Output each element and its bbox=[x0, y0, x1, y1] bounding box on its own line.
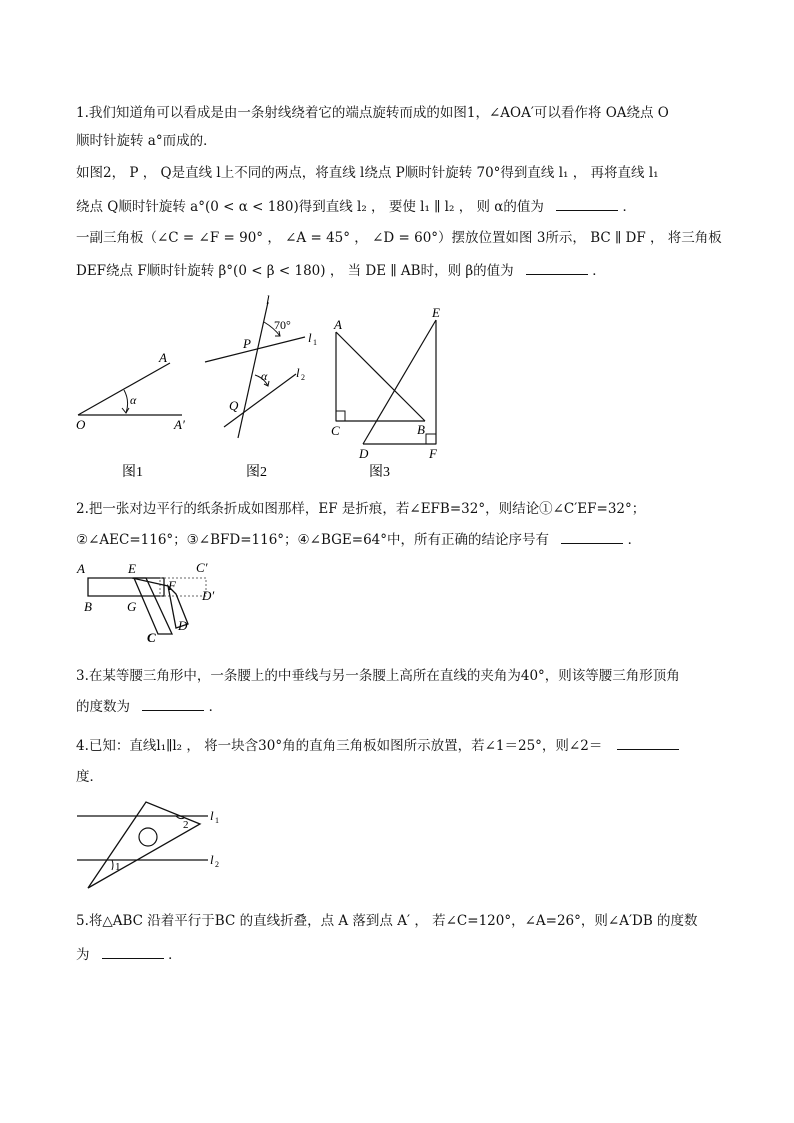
label-alpha2: α bbox=[261, 369, 268, 383]
label-alpha: α bbox=[130, 393, 137, 407]
label-a: A bbox=[159, 350, 167, 365]
label-b-q2: B bbox=[84, 599, 92, 614]
label-c-prime-q2: C′ bbox=[196, 560, 208, 575]
q5-line-2 bbox=[76, 944, 182, 965]
label-a-q2: A bbox=[77, 561, 85, 576]
q1-line-4-text: 绕点 Q顺时针旋转 a°(0 < α < 180)得到直线 l₂ ， 要使 l₁ ∥ l₂ ， 则 α的值为 bbox=[76, 199, 544, 215]
label-l2-q4: l bbox=[210, 852, 214, 867]
q4-line-1-text: 4.已知：直线l₁∥l₂ ， 将一块含30°角的直角三角板如图所示放置，若∠1＝25°，则∠2＝ bbox=[76, 738, 603, 754]
label-f3: F bbox=[429, 446, 437, 461]
q2-line-1: 2.把一张对边平行的纸条折成如图那样，EF 是折痕，若∠EFB=32°，则结论①∠C′EF=32°； bbox=[76, 501, 646, 517]
q5-line-2-end: ． bbox=[168, 947, 182, 963]
answer-blank-q2[interactable] bbox=[561, 529, 623, 544]
answer-blank-q1b[interactable] bbox=[526, 260, 588, 275]
label-d-prime-q2: D′ bbox=[202, 588, 215, 603]
right-angle-c bbox=[336, 411, 345, 421]
label-a3: A bbox=[334, 317, 342, 332]
plate-hole bbox=[139, 828, 157, 846]
right-angle-f bbox=[426, 434, 436, 444]
figure-2 bbox=[200, 292, 330, 480]
answer-blank-q3[interactable] bbox=[142, 696, 204, 711]
q1-line-5: 一副三角板（∠C = ∠F = 90° ， ∠A = 45° ， ∠D = 60°）摆放位置如图 3所示， BC ∥ DF ， 将三角板 bbox=[76, 230, 722, 246]
label-angle-2: 2 bbox=[183, 819, 189, 831]
caption-fig1: 图1 bbox=[122, 465, 143, 480]
q1-line-6-end: ． bbox=[592, 263, 606, 279]
strip-fold-dotted bbox=[160, 578, 206, 596]
q5-line-2-text: 为 bbox=[76, 947, 90, 963]
label-l2-sub: 2 bbox=[301, 373, 305, 382]
q4-line-2: 度． bbox=[76, 769, 103, 785]
q5-line-1: 5.将△ABC 沿着平行于BC 的直线折叠，点 A 落到点 A′ ， 若∠C=120°，∠A=26°，则∠A′DB 的度数 bbox=[76, 913, 698, 929]
q3-line-1: 3.在某等腰三角形中，一条腰上的中垂线与另一条腰上高所在直线的夹角为40°，则该等腰三角形顶角 bbox=[76, 668, 680, 684]
ray-oa bbox=[78, 363, 170, 415]
figure-1 bbox=[70, 345, 200, 480]
q2-line-2-text: ②∠AEC=116°；③∠BFD=116°；④∠BGE=64°中，所有正确的结论序号有 bbox=[76, 532, 549, 548]
label-d3: D bbox=[359, 446, 369, 461]
q1-line-3: 如图2， P ， Q是直线 l上不同的两点，将直线 l绕点 P顺时针旋转 70°得到直线 l₁ ， 再将直线 l₁ bbox=[76, 165, 659, 181]
label-70: 70° bbox=[274, 318, 291, 332]
figure-q2 bbox=[72, 556, 232, 646]
q1-line-4 bbox=[76, 196, 636, 217]
q2-line-2 bbox=[76, 529, 641, 550]
label-c3: C bbox=[331, 423, 340, 438]
caption-fig3: 图3 bbox=[369, 465, 390, 480]
label-q: Q bbox=[229, 398, 239, 413]
label-l1-sub: 1 bbox=[313, 338, 317, 347]
q3-line-2-end: ． bbox=[208, 699, 223, 715]
label-l2: l bbox=[296, 365, 300, 380]
label-c-q2: C bbox=[147, 630, 156, 645]
label-l: l bbox=[266, 292, 270, 307]
caption-fig2: 图2 bbox=[246, 465, 267, 480]
q3-line-2 bbox=[76, 696, 222, 717]
label-e-q2: E bbox=[128, 561, 136, 576]
label-angle-1: 1 bbox=[115, 861, 121, 873]
q1-line-2: 顺时针旋转 a°而成的． bbox=[76, 133, 217, 149]
angle-arc bbox=[124, 390, 128, 413]
figure-q4 bbox=[72, 794, 232, 894]
q1-line-6-text: DEF绕点 F顺时针旋转 β°(0 < β < 180) ， 当 DE ∥ AB时，则 β的值为 bbox=[76, 263, 514, 279]
label-o: O bbox=[76, 417, 86, 432]
q4-line-1 bbox=[76, 735, 679, 756]
strip-folded-ec bbox=[134, 578, 172, 634]
figure-3 bbox=[328, 300, 453, 480]
label-l1-q4: l bbox=[210, 808, 214, 823]
label-g-q2: G bbox=[127, 599, 137, 614]
label-f-q2: F bbox=[168, 578, 176, 593]
label-a-prime: A′ bbox=[174, 417, 185, 432]
de bbox=[363, 320, 436, 444]
label-l1-sub-q4: 1 bbox=[215, 816, 219, 825]
q1-line-4-end: ． bbox=[622, 199, 636, 215]
q2-line-2-end: ． bbox=[627, 532, 642, 548]
q1-line-6 bbox=[76, 260, 606, 281]
label-e: E bbox=[432, 305, 440, 320]
label-b3: B bbox=[417, 422, 425, 437]
ab bbox=[336, 332, 425, 421]
label-d-q2: D bbox=[178, 618, 188, 633]
answer-blank-q1a[interactable] bbox=[556, 196, 618, 211]
label-l1: l bbox=[308, 330, 312, 345]
angle-mark-1 bbox=[112, 860, 113, 870]
q1-line-1: 1.我们知道角可以看成是由一条射线绕着它的端点旋转而成的如图1，∠AOA′可以看作将 OA绕点 O bbox=[76, 105, 669, 121]
q3-line-2-text: 的度数为 bbox=[76, 699, 130, 715]
answer-blank-q5[interactable] bbox=[102, 944, 164, 959]
label-l2-sub-q4: 2 bbox=[215, 860, 219, 869]
answer-blank-q4[interactable] bbox=[617, 735, 679, 750]
label-p: P bbox=[243, 336, 251, 351]
arrow-head bbox=[122, 408, 129, 413]
